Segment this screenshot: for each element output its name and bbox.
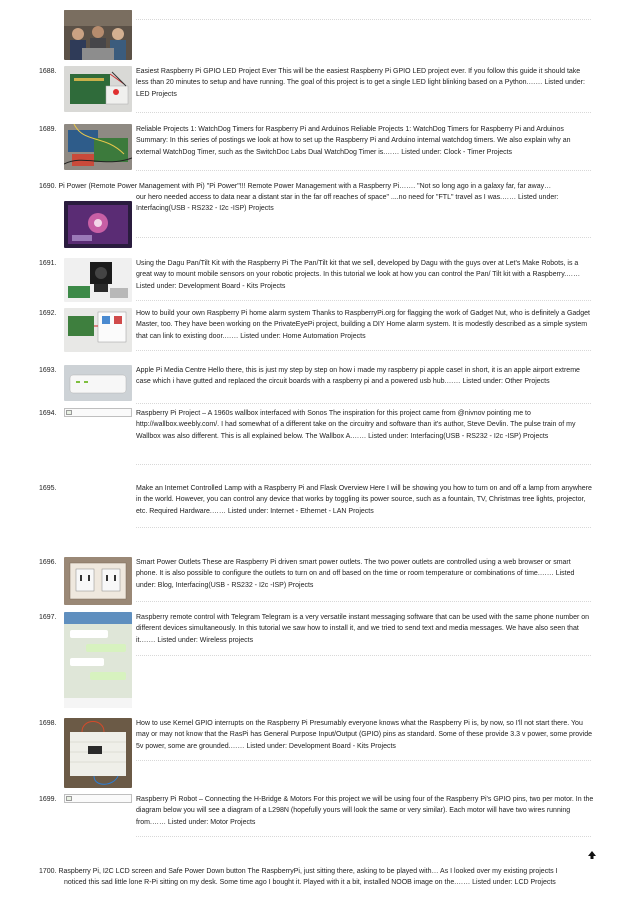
item-number: 1689. bbox=[39, 126, 57, 133]
broken-image-icon bbox=[66, 410, 72, 415]
item-description[interactable]: Make an Internet Controlled Lamp with a Raspberry Pi and Flask Overview Here I will be showing you how to turn on and off a lamp from anywhere in the world. However, you can control any device that works by toggling its power source, such as a fountain, TV, Christmas tree lights, projector, etc. Required Hardware.…… Listed under: Internet - Ethernet - LAN Projects bbox=[136, 485, 592, 515]
item-description[interactable]: Using the Dagu Pan/Tilt Kit with the Raspberry Pi The Pan/Tilt kit that we sell, developed by Dagu with the guys over at Let's Make Robots, is a great way to mount mobile sensors on your robotic projects. In this tutorial we look at how you can control the Pan/ Tilt kit with a Raspberry.…… Listed under: Development Board - Kits Projects bbox=[136, 260, 581, 290]
item-description[interactable]: How to use Kernel GPIO interrupts on the Raspberry Pi Presumably everyone knows what the Raspberry Pi is, by now, so I'll not start there. You may or may not know that the RasPi has General Purpose Input/Output (GPIO) pins as standard. Some of these provide 3.3 v power, some provide 5v power, some are grounded.…… Listed under: Development Board - Kits Projects bbox=[136, 720, 593, 750]
up-arrow-icon[interactable] bbox=[587, 850, 597, 860]
thumbnail-people[interactable] bbox=[64, 10, 132, 60]
item-description[interactable]: Raspberry Pi Project – A 1960s wallbox interfaced with Sonos The inspiration for this project came from @nivnov pointing me to http://wallbox.weebly.com/. I had somewhat of a different take on the circuitry and software than it's author, Steve Devlin. The pulse train of my Wallbox was also different. This is all explained below. The Wallbox A.…… Listed under: Interfacing(USB - RS232 - I2c -ISP) Projects bbox=[136, 410, 576, 440]
item-number: 1699. bbox=[39, 796, 57, 803]
item-description[interactable]: our hero needed access to data near a distant star in the far off reaches of space" ....no need for "FTL" travel as I was.…… Listed under: Interfacing(USB - RS232 - I2c -ISP) Projects bbox=[136, 194, 559, 213]
item-number: 1688. bbox=[39, 68, 57, 75]
item-description[interactable]: Smart Power Outlets These are Raspberry Pi driven smart power outlets. The two power outlets are controlled using a web browser or smart phone. It is also possible to configure the outlets to turn on and off based on the time or room temperature or combinations of time.…… Listed under: Blog, Interfacing(USB - RS232 - I2c -ISP) Projects bbox=[136, 559, 575, 589]
item-description[interactable]: noticed this sad little lone R-Pi sitting on my desk. Some time ago I bought it. Played with it a bit, installed NOOB image on the.…… Listed under: LCD Projects bbox=[64, 879, 556, 886]
thumbnail-pan-tilt[interactable] bbox=[64, 258, 132, 302]
thumbnail-pi-power[interactable] bbox=[64, 201, 132, 248]
broken-image bbox=[64, 408, 132, 417]
item-number: 1698. bbox=[39, 720, 57, 727]
item-number: 1692. bbox=[39, 310, 57, 317]
item-description[interactable]: How to build your own Raspberry Pi home alarm system Thanks to RaspberryPi.org for flagging the work of Gadget Nut, who is definitely a Gadget Master, too. They have been working on the PrivateEyePi project, building a DIY Home alarm system. It is modestly described as a simple system that can link to existing door.…… Listed under: Home Automation Projects bbox=[136, 310, 590, 340]
item-number: 1695. bbox=[39, 485, 57, 492]
item-description[interactable]: Raspberry Pi Robot – Connecting the H-Bridge & Motors For this project we will be using four of the Raspberry Pi's GPIO pins, two per motor. In the diagram below you will see a diagram of a L298N (hopefully yours will look the same or very similar). Each motor will have two wires running from.…… Listed under: Motor Projects bbox=[136, 796, 594, 826]
item-description[interactable]: Apple Pi Media Centre Hello there, this is just my step by step on how i made my raspberry pi apple case! in short, it is an apple airport extreme case which i have gutted and replaced the circuit boards with a raspberry pi and a powered usb hub.…… Listed under: Other Projects bbox=[136, 367, 580, 386]
thumbnail-apple-case[interactable] bbox=[64, 365, 132, 401]
item-title[interactable]: Pi Power (Remote Power Management with Pi) "Pi Power"!!! Remote Power Management with a Raspberry Pi……. "Not so long ago in a galaxy far, far away… bbox=[58, 183, 552, 190]
item-number: 1691. bbox=[39, 260, 57, 267]
thumbnail-power-outlets[interactable] bbox=[64, 557, 132, 605]
item-description[interactable]: Reliable Projects 1: WatchDog Timers for Raspberry Pi and Arduinos Reliable Projects 1: WatchDog Timers for Raspberry Pi and Arduinos Summary: In this series of postings we look at how to set up the Raspberry Pi and Arduino internal watchdog timers. We also explain why an external WatchDog Timer, such as the SwitchDoc Labs Dual WatchDog Timer is.…… Listed under: Clock - Timer Projects bbox=[136, 126, 571, 156]
item-number: 1696. bbox=[39, 559, 57, 566]
thumbnail-led[interactable] bbox=[64, 66, 132, 112]
item-number: 1694. bbox=[39, 410, 57, 417]
item-number: 1700. bbox=[39, 868, 57, 875]
item-number: 1697. bbox=[39, 614, 57, 621]
item-description[interactable]: Raspberry remote control with Telegram Telegram is a very versatile instant messaging software that can be used with the same phone number on different devices simultaneously. In this tutorial we saw how to install it, and we tried to send text and media messages. We have also seen that it.…… Listed under: Wireless projects bbox=[136, 614, 590, 644]
item-number: 1693. bbox=[39, 367, 57, 374]
thumbnail-watchdog[interactable] bbox=[64, 124, 132, 170]
thumbnail-gpio-interrupts[interactable] bbox=[64, 718, 132, 788]
thumbnail-alarm[interactable] bbox=[64, 308, 132, 352]
broken-image bbox=[64, 794, 132, 803]
broken-image-icon bbox=[66, 796, 72, 801]
thumbnail-telegram[interactable] bbox=[64, 612, 132, 708]
item-title[interactable]: Raspberry Pi, I2C LCD screen and Safe Power Down button The RaspberryPi, just sitting there, asking to be played with… As I looked over my existing projects I bbox=[58, 868, 558, 875]
item-number: 1690. bbox=[39, 183, 57, 190]
item-description[interactable]: Easiest Raspberry Pi GPIO LED Project Ever This will be the easiest Raspberry Pi GPIO LED project ever. If you follow this guide it should take less than 20 minutes to setup and have running. The goal of this project is to get a single LED light blinking based on a Python.…… Listed under: LED Projects bbox=[136, 68, 585, 98]
